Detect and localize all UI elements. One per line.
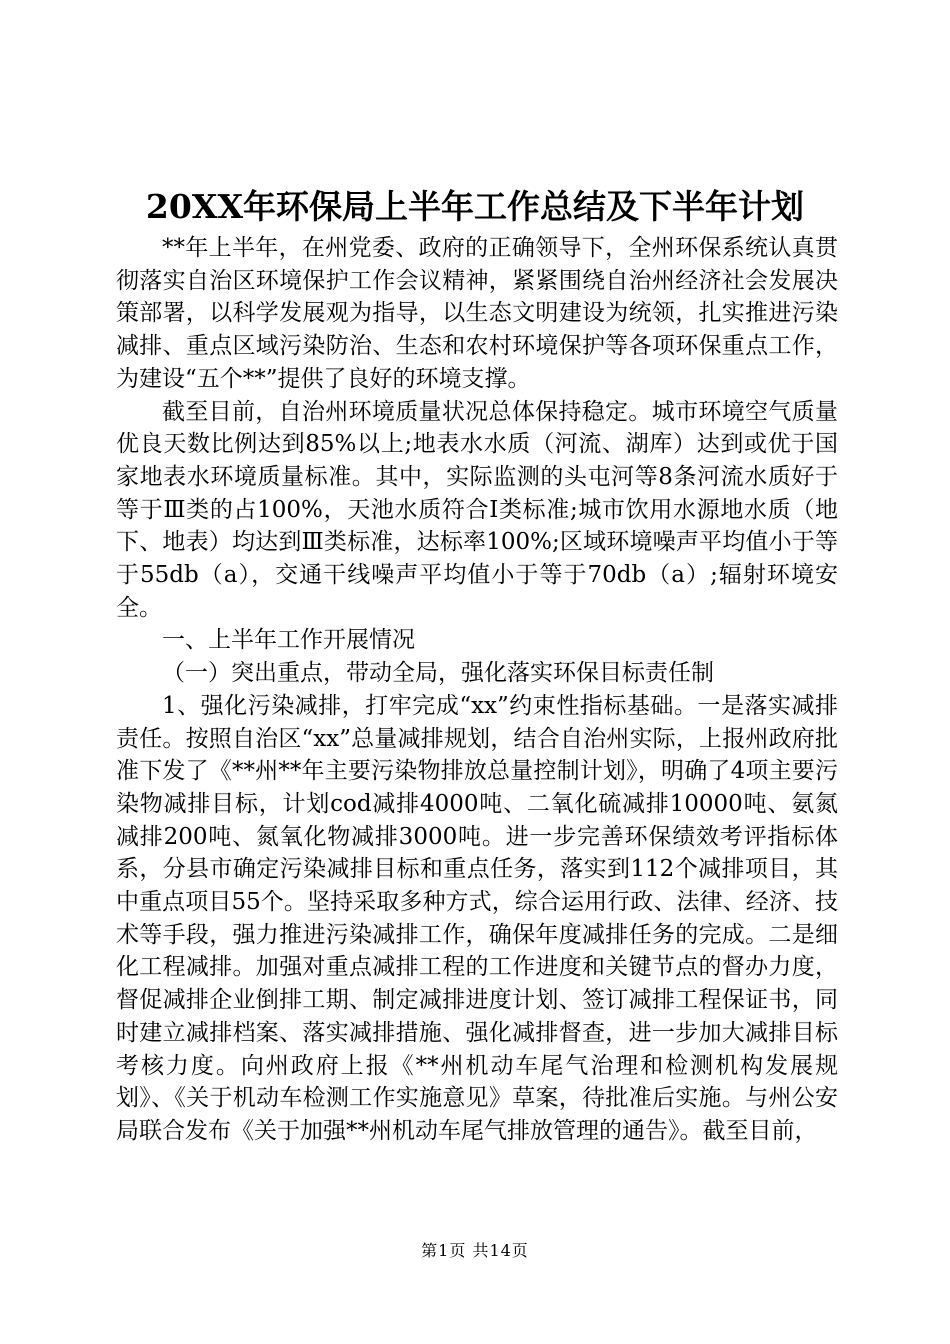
paragraph-environment-quality: 截至目前，自治州环境质量状况总体保持稳定。城市环境空气质量优良天数比例达到85%以上;地表水水质（河流、湖库）达到或优于国家地表水环境质量标准。其中，实际监测的头屯河等8条河流水质好于等于Ⅲ类的占100%，天池水质符合Ⅰ类标准;城市饮用水源地水质（地下、地表）均达到Ⅲ类标准，达标率100%;区域环境噪声平均值小于等于55db（a），交通干线噪声平均值小于等于70db（a）;辐射环境安全。	[116, 398, 838, 621]
subsection-heading: （一）突出重点，带动全局，强化落实环保目标责任制	[162, 660, 714, 687]
document-title: 20XX年环保局上半年工作总结及下半年计划	[145, 187, 805, 226]
paragraph-emission-reduction: 1、强化污染减排，打牢完成“xx”约束性指标基础。一是落实减排责任。按照自治区“xx”总量减排规划，结合自治州实际，上报州政府批准下发了《**州**年主要污染物排放总量控制计划》，明确了4项主要污染物减排目标，计划cod减排4000吨、二氧化硫减排10000吨、氨氮减排200吨、氮氧化物减排3000吨。进一步完善环保绩效考评指标体系，分县市确定污染减排目标和重点任务，落实到112个减排项目，其中重点项目55个。坚持采取多种方式，综合运用行政、法律、经济、技术等手段，强力推进污染减排工作，确保年度减排任务的完成。二是细化工程减排。加强对重点减排工程的工作进度和关键节点的督办力度，督促减排企业倒排工期、制定减排进度计划、签订减排工程保证书，同时建立减排档案、落实减排措施、强化减排督查，进一步加大减排目标考核力度。向州政府上报《**州机动车尾气治理和检测机构发展规划》、《关于机动车检测工作实施意见》草案，待批准后实施。与州公安局联合发布《关于加强**州机动车尾气排放管理的通告》。截至目前，	[116, 692, 838, 1144]
paragraph-intro: **年上半年，在州党委、政府的正确领导下，全州环保系统认真贯彻落实自治区环境保护工作会议精神，紧紧围绕自治州经济社会发展决策部署，以科学发展观为指导，以生态文明建设为统领，扎实推进污染减排、重点区域污染防治、生态和农村环境保护等各项环保重点工作，为建设“五个**”提供了良好的环境支撑。	[116, 235, 838, 392]
document-body	[116, 232, 838, 1148]
page-footer: 第1页 共14页	[421, 1241, 529, 1260]
section-heading: 一、上半年工作开展情况	[162, 627, 415, 654]
